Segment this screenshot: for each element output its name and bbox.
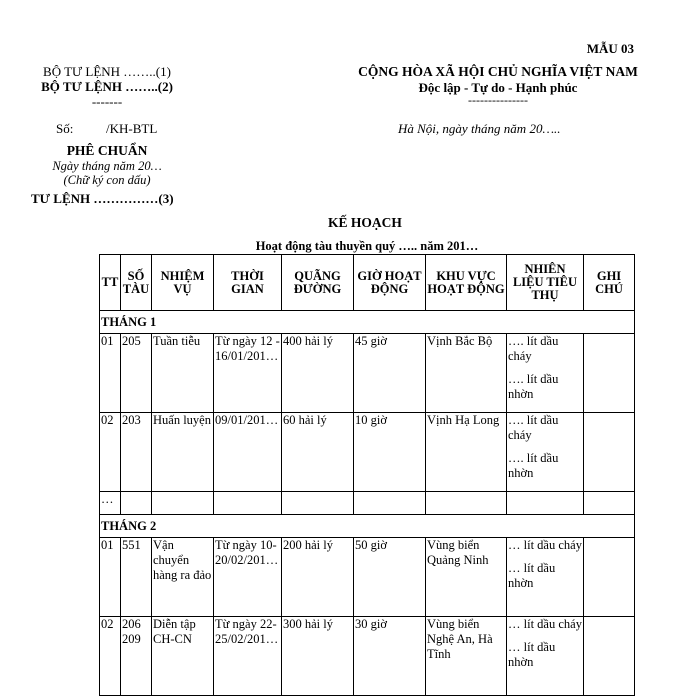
cell-fuel [507, 334, 584, 413]
cell-tt: 01 [100, 334, 121, 413]
cell-empty [584, 492, 635, 515]
form-code: MẪU 03 [586, 41, 634, 56]
cell-fuel [507, 538, 584, 617]
country-name: CỘNG HÒA XÃ HỘI CHỦ NGHĨA VIỆT NAM [358, 64, 638, 79]
col-header-area: KHU VỰC HOẠT ĐỘNG [426, 255, 507, 311]
cell-area: Vịnh Bắc Bộ [426, 334, 507, 413]
month-row [100, 311, 635, 334]
table-header-row [100, 255, 635, 311]
cell-tt: 01 [100, 538, 121, 617]
cell-ship-number: 551 [121, 538, 152, 617]
cell-notes [584, 334, 635, 413]
approval-date: Ngày tháng năm 20… [52, 159, 162, 173]
cell-time: Từ ngày 10- 20/02/201… [214, 538, 282, 617]
cell-empty [282, 492, 354, 515]
col-header-ship-number: SỐ TÀU [121, 255, 152, 311]
approval-note: (Chữ ký con dấu) [63, 173, 151, 187]
month-label: THÁNG 1 [100, 311, 635, 334]
cell-tt: 02 [100, 617, 121, 696]
table-row [100, 334, 635, 413]
cell-mission: Vận chuyển hàng ra đảo [152, 538, 214, 617]
approval-block [22, 143, 192, 187]
table-row-ellipsis [100, 492, 635, 515]
cell-hours: 45 giờ [354, 334, 426, 413]
authority-divider: ------- [91, 94, 123, 109]
cell-ellipsis: … [100, 492, 121, 515]
cell-distance: 400 hải lý [282, 334, 354, 413]
lube-line: … lít dầu nhờn [508, 640, 556, 669]
national-motto [336, 64, 660, 105]
cell-mission: Tuần tiễu [152, 334, 214, 413]
cell-time: 09/01/201… [214, 413, 282, 492]
plan-title: KẾ HOẠCH [328, 215, 402, 230]
motto: Độc lập - Tự do - Hạnh phúc [418, 80, 578, 95]
cell-area: Vùng biển Nghệ An, Hà Tĩnh [426, 617, 507, 696]
cell-empty [214, 492, 282, 515]
table-row [100, 538, 635, 617]
cell-time: Từ ngày 22- 25/02/201… [214, 617, 282, 696]
cell-time: Từ ngày 12 - 16/01/201… [214, 334, 282, 413]
cell-fuel [507, 413, 584, 492]
cell-area: Vùng biển Quảng Ninh [426, 538, 507, 617]
cell-empty [354, 492, 426, 515]
lube-line: … lít dầu nhờn [508, 561, 556, 590]
authority-line-2: BỘ TƯ LỆNH ……..(2) [41, 79, 173, 94]
cell-distance: 200 hải lý [282, 538, 354, 617]
month-label: THÁNG 2 [100, 515, 635, 538]
table-row [100, 617, 635, 696]
col-header-distance: QUÃNG ĐƯỜNG [282, 255, 354, 311]
cell-ship-number: 206 209 [121, 617, 152, 696]
lube-line: …. lít dầu nhờn [508, 451, 559, 480]
cell-empty [121, 492, 152, 515]
motto-divider: --------------- [468, 93, 528, 107]
issuing-authority [22, 64, 192, 109]
month-row [100, 515, 635, 538]
fuel-line: … lít dầu cháy [508, 617, 582, 631]
authority-line-1: BỘ TƯ LỆNH ……..(1) [43, 64, 171, 79]
activity-table [99, 254, 635, 696]
doc-number-label: Số: [56, 121, 74, 136]
fuel-line: …. lít dầu cháy [508, 334, 559, 363]
col-header-hours: GIỜ HOẠT ĐỘNG [354, 255, 426, 311]
cell-mission: Diễn tập CH-CN [152, 617, 214, 696]
cell-fuel [507, 617, 584, 696]
col-header-tt: TT [100, 255, 121, 311]
cell-tt: 02 [100, 413, 121, 492]
cell-ship-number: 203 [121, 413, 152, 492]
table-row [100, 413, 635, 492]
col-header-notes: GHI CHÚ [584, 255, 635, 311]
place-date: Hà Nội, ngày tháng năm 20….. [398, 121, 561, 136]
cell-area: Vịnh Hạ Long [426, 413, 507, 492]
cell-distance: 300 hải lý [282, 617, 354, 696]
cell-ship-number: 205 [121, 334, 152, 413]
doc-number-value: /KH-BTL [106, 121, 158, 136]
lube-line: …. lít dầu nhờn [508, 372, 559, 401]
fuel-line: …. lít dầu cháy [508, 413, 559, 442]
cell-empty [152, 492, 214, 515]
col-header-time: THỜI GIAN [214, 255, 282, 311]
approval-title: PHÊ CHUẨN [66, 143, 148, 158]
fuel-line: … lít dầu cháy [508, 538, 582, 552]
cell-hours: 30 giờ [354, 617, 426, 696]
cell-empty [426, 492, 507, 515]
cell-hours: 10 giờ [354, 413, 426, 492]
cell-distance: 60 hải lý [282, 413, 354, 492]
cell-notes [584, 538, 635, 617]
cell-empty [507, 492, 584, 515]
cell-mission: Huấn luyện [152, 413, 214, 492]
col-header-fuel: NHIÊN LIỆU TIÊU THỤ [507, 255, 584, 311]
col-header-mission: NHIỆM VỤ [152, 255, 214, 311]
cell-notes [584, 413, 635, 492]
commander-signature: TƯ LỆNH ……………(3) [31, 191, 174, 206]
cell-hours: 50 giờ [354, 538, 426, 617]
cell-notes [584, 617, 635, 696]
plan-subtitle: Hoạt động tàu thuyền quý ….. năm 201… [255, 239, 479, 253]
